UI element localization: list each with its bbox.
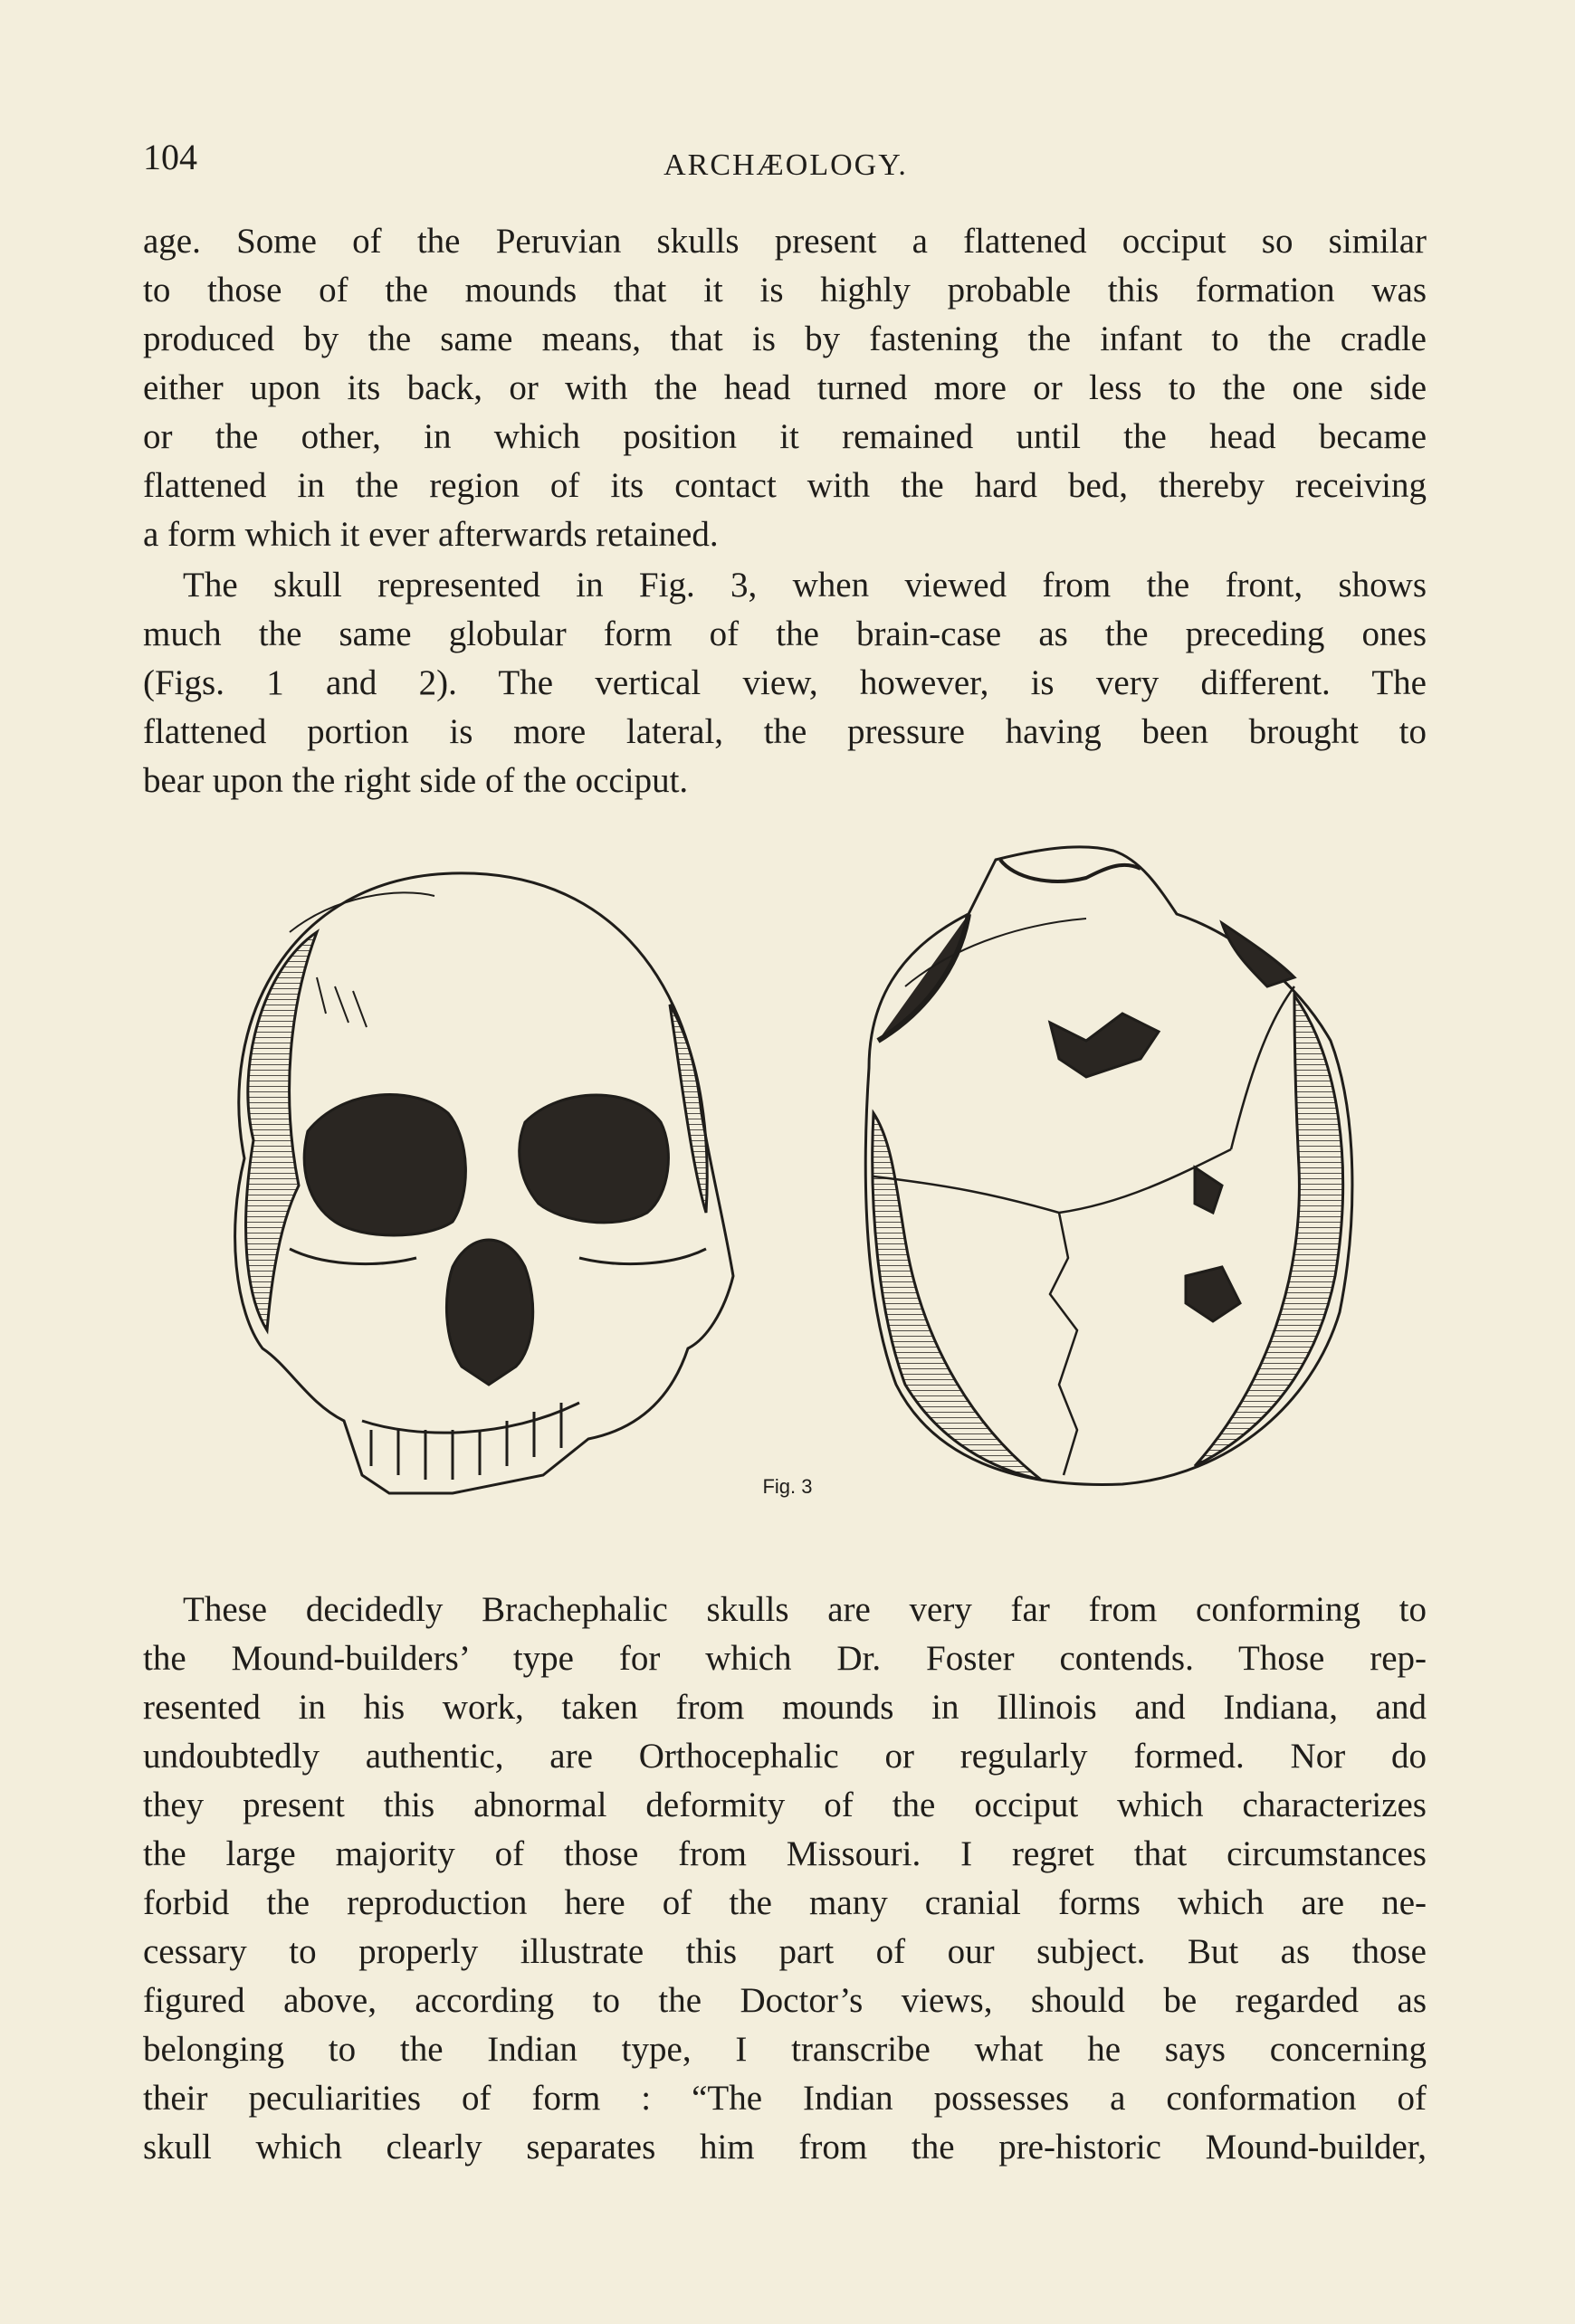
text-line: The skull represented in Fig. 3, when viewed from the front, shows [183,566,1427,605]
text-line: the Mound-builders’ type for which Dr. Foster contends. Those rep- [143,1639,1427,1678]
text-line: bear upon the right side of the occiput. [143,761,689,800]
text-line: figured above, according to the Doctor’s views, should be regarded as [143,1981,1427,2020]
text-line: belonging to the Indian type, I transcribe what he says concerning [143,2030,1427,2069]
figure-3 [181,842,1394,1529]
text-line: (Figs. 1 and 2). The vertical view, however, is very different. The [143,663,1427,702]
text-line: age. Some of the Peruvian skulls present a flattened occiput so similar [143,222,1427,261]
page-header [143,136,1428,190]
text-line: flattened in the region of its contact with the hard bed, thereby receiving [143,466,1427,505]
paragraph-2 [143,561,1427,805]
text-line: their peculiarities of form : “The Indian possesses a conformation of [143,2079,1427,2118]
text-line: flattened portion is more lateral, the pressure having been brought to [143,712,1427,751]
text-line: much the same globular form of the brain-case as the preceding ones [143,614,1427,653]
frontal-skull-drawing [235,873,733,1493]
text-line: forbid the reproduction here of the many cranial forms which are ne- [143,1883,1427,1922]
text-line: These decidedly Brachephalic skulls are very far from conforming to [183,1590,1427,1629]
vertical-skull-drawing [865,847,1352,1485]
text-line: undoubtedly authentic, are Orthocephalic or regularly formed. Nor do [143,1737,1427,1776]
text-line: resented in his work, taken from mounds in Illinois and Indiana, and [143,1688,1427,1727]
text-line: to those of the mounds that it is highly probable this formation was [143,271,1427,310]
text-line: or the other, in which position it remained until the head became [143,417,1427,456]
paragraph-1 [143,217,1427,559]
text-line: produced by the same means, that is by fastening the infant to the cradle [143,319,1427,358]
running-head: ARCHÆOLOGY. [663,148,908,182]
text-line: the large majority of those from Missouri. I regret that circumstances [143,1834,1427,1873]
skull-illustrations [181,842,1394,1529]
text-line: they present this abnormal deformity of the occiput which characterizes [143,1786,1427,1824]
page-number: 104 [143,137,197,177]
text-line: either upon its back, or with the head turned more or less to the one side [143,368,1427,407]
paragraph-3 [143,1586,1427,2172]
text-line: skull which clearly separates him from the pre-historic Mound-builder, [143,2128,1427,2167]
text-line: cessary to properly illustrate this part of our subject. But as those [143,1932,1427,1971]
figure-caption: Fig. 3 [762,1475,813,1498]
text-line: a form which it ever afterwards retained. [143,515,719,554]
